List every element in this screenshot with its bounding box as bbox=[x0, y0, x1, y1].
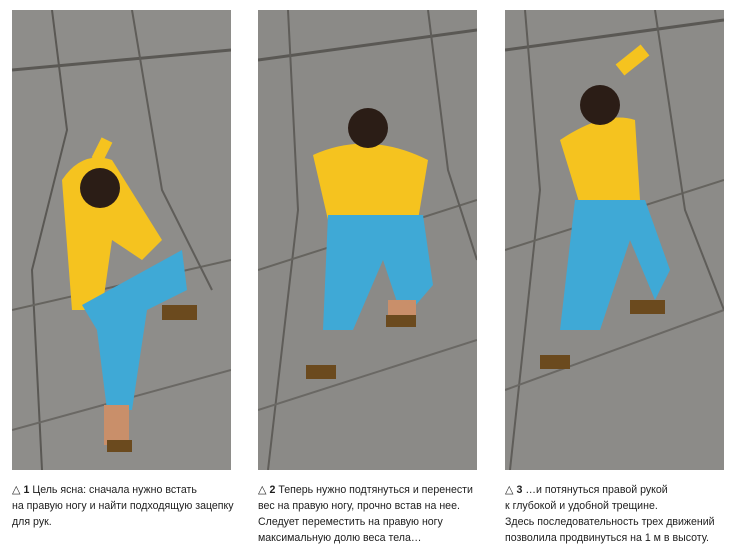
triangle-icon: △ bbox=[12, 484, 21, 496]
climber-photo-2 bbox=[258, 10, 477, 470]
caption-2 bbox=[258, 482, 477, 546]
climber-photo-3 bbox=[505, 10, 724, 470]
caption-line: вес на правую ногу, прочно встав на нее. bbox=[258, 500, 460, 512]
caption-line: максимальную долю веса тела… bbox=[258, 532, 422, 544]
caption-line: для рук. bbox=[12, 516, 52, 528]
triangle-icon: △ bbox=[505, 484, 514, 496]
caption-line: Здесь последовательность трех движений bbox=[505, 516, 715, 528]
caption-line: Следует переместить на правую ногу bbox=[258, 516, 443, 528]
step-number: 3 bbox=[516, 484, 523, 496]
photo-1-illustration bbox=[12, 10, 231, 470]
panel-1 bbox=[12, 10, 234, 530]
caption-line: Теперь нужно подтянуться и перенести bbox=[278, 484, 473, 496]
step-number: 1 bbox=[23, 484, 30, 496]
triangle-icon: △ bbox=[258, 484, 267, 496]
caption-3 bbox=[505, 482, 724, 546]
photo-2-illustration bbox=[258, 10, 477, 470]
climber-photo-1 bbox=[12, 10, 231, 470]
panel-2 bbox=[258, 10, 477, 546]
caption-line: к глубокой и удобной трещине. bbox=[505, 500, 658, 512]
caption-line: …и потянуться правой рукой bbox=[525, 484, 668, 496]
step-number: 2 bbox=[269, 484, 276, 496]
caption-line: Цель ясна: сначала нужно встать bbox=[32, 484, 197, 496]
caption-1 bbox=[12, 482, 234, 530]
caption-line: позволила продвинуться на 1 м в высоту. bbox=[505, 532, 709, 544]
photo-3-illustration bbox=[505, 10, 724, 470]
caption-line: на правую ногу и найти подходящую зацепку bbox=[12, 500, 234, 512]
panel-3 bbox=[505, 10, 724, 546]
